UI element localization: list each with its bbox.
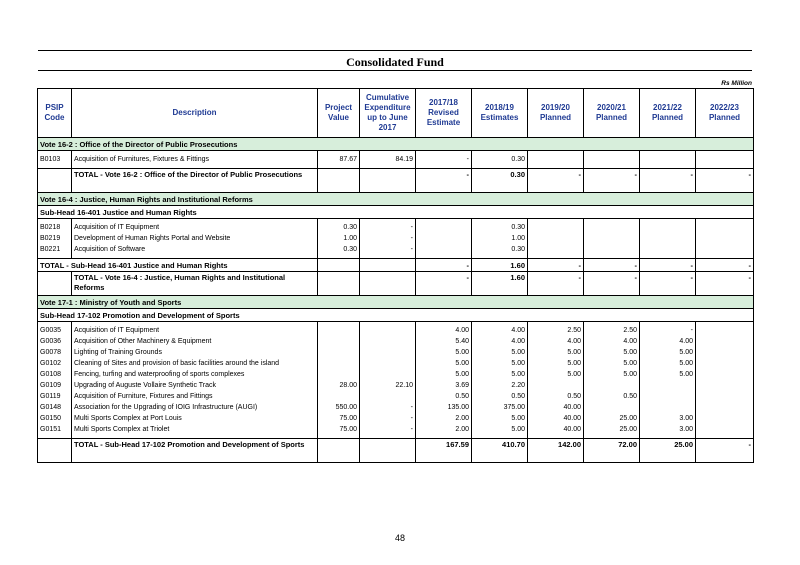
psip-code-cell [38, 169, 72, 193]
value-cell: 3.00 [640, 413, 696, 424]
description-cell: Association for the Upgrading of IOIG Infrastructure (AUGI) [72, 402, 318, 413]
value-cell: 0.30 [318, 219, 360, 234]
value-cell [318, 369, 360, 380]
value-cell: 40.00 [528, 402, 584, 413]
value-cell [584, 219, 640, 234]
title-rule [38, 70, 752, 71]
value-cell: - [360, 244, 416, 259]
value-cell: 0.50 [472, 391, 528, 402]
description-cell: Upgrading of Auguste Vollaire Synthetic Track [72, 380, 318, 391]
top-rule [38, 50, 752, 51]
description-cell: TOTAL - Vote 16-4 : Justice, Human Rights and Institutional Reforms [72, 272, 318, 296]
table-body [38, 138, 754, 463]
value-cell: - [416, 169, 472, 193]
value-cell [528, 380, 584, 391]
value-cell: 25.00 [640, 439, 696, 463]
value-cell: 5.00 [584, 369, 640, 380]
value-cell: - [416, 272, 472, 296]
value-cell: 0.30 [472, 169, 528, 193]
value-cell: 4.00 [472, 322, 528, 337]
value-cell: 1.00 [472, 233, 528, 244]
col-2020-21: 2020/21 Planned [584, 89, 640, 138]
vote-heading-row [38, 296, 754, 309]
value-cell: 167.59 [416, 439, 472, 463]
description-cell: Fencing, turfing and waterproofing of sports complexes [72, 369, 318, 380]
table-row [38, 322, 754, 337]
value-cell: 4.00 [528, 336, 584, 347]
value-cell [584, 233, 640, 244]
value-cell [584, 380, 640, 391]
value-cell: 75.00 [318, 424, 360, 439]
total-description: TOTAL - Sub-Head 16-401 Justice and Human Rights [38, 259, 318, 272]
value-cell: 0.50 [584, 391, 640, 402]
value-cell: 0.30 [472, 151, 528, 169]
value-cell: 5.00 [528, 369, 584, 380]
value-cell: 40.00 [528, 424, 584, 439]
value-cell [528, 219, 584, 234]
value-cell [416, 233, 472, 244]
value-cell: 5.00 [472, 358, 528, 369]
psip-code-cell: G0102 [38, 358, 72, 369]
value-cell: 75.00 [318, 413, 360, 424]
value-cell [696, 369, 754, 380]
units-label: Rs Million [721, 80, 752, 87]
table-row [38, 413, 754, 424]
subhead-heading-row [38, 309, 754, 322]
col-cumulative-expenditure: Cumulative Expenditure up to June 2017 [360, 89, 416, 138]
value-cell [528, 151, 584, 169]
table-row [38, 244, 754, 259]
value-cell: 4.00 [584, 336, 640, 347]
psip-code-cell: G0119 [38, 391, 72, 402]
description-cell: Acquisition of Software [72, 244, 318, 259]
psip-code-cell: G0150 [38, 413, 72, 424]
value-cell: 5.40 [416, 336, 472, 347]
psip-code-cell: G0109 [38, 380, 72, 391]
value-cell: 5.00 [640, 358, 696, 369]
value-cell [696, 347, 754, 358]
value-cell [318, 336, 360, 347]
value-cell: 5.00 [472, 369, 528, 380]
table-row [38, 391, 754, 402]
value-cell: - [584, 272, 640, 296]
total-cell: - [528, 259, 584, 272]
value-cell: 2.20 [472, 380, 528, 391]
value-cell: 5.00 [584, 358, 640, 369]
description-cell: Acquisition of IT Equipment [72, 322, 318, 337]
value-cell: - [640, 272, 696, 296]
value-cell [360, 169, 416, 193]
vote-heading-row [38, 138, 754, 151]
value-cell: 5.00 [528, 358, 584, 369]
value-cell [360, 391, 416, 402]
value-cell [696, 358, 754, 369]
value-cell: - [360, 402, 416, 413]
psip-code-cell [38, 439, 72, 463]
value-cell [696, 322, 754, 337]
value-cell [318, 439, 360, 463]
table-row [38, 347, 754, 358]
value-cell: 2.00 [416, 413, 472, 424]
col-2022-23: 2022/23 Planned [696, 89, 754, 138]
description-cell: Lighting of Training Grounds [72, 347, 318, 358]
col-description: Description [72, 89, 318, 138]
table-row [38, 219, 754, 234]
value-cell: 142.00 [528, 439, 584, 463]
total-row [38, 259, 754, 272]
table-row [38, 402, 754, 413]
subhead-heading: Sub-Head 17-102 Promotion and Development of Sports [38, 309, 754, 322]
psip-code-cell: B0103 [38, 151, 72, 169]
value-cell [318, 358, 360, 369]
value-cell [360, 272, 416, 296]
value-cell: - [360, 219, 416, 234]
psip-code-cell: B0219 [38, 233, 72, 244]
vote-heading: Vote 16-2 : Office of the Director of Public Prosecutions [38, 138, 754, 151]
value-cell: 40.00 [528, 413, 584, 424]
total-cell: - [696, 259, 754, 272]
value-cell [696, 424, 754, 439]
value-cell [640, 244, 696, 259]
value-cell: - [360, 413, 416, 424]
value-cell [696, 380, 754, 391]
page-title: Consolidated Fund [346, 55, 444, 69]
total-cell [318, 259, 360, 272]
value-cell [318, 272, 360, 296]
value-cell: 4.00 [416, 322, 472, 337]
value-cell: - [640, 169, 696, 193]
col-2021-22: 2021/22 Planned [640, 89, 696, 138]
value-cell [360, 358, 416, 369]
value-cell: 0.50 [416, 391, 472, 402]
value-cell: - [528, 272, 584, 296]
value-cell: 550.00 [318, 402, 360, 413]
description-cell: Acquisition of Furniture, Fixtures and Fittings [72, 391, 318, 402]
description-cell: Development of Human Rights Portal and Website [72, 233, 318, 244]
value-cell: - [696, 169, 754, 193]
value-cell [640, 233, 696, 244]
value-cell: 375.00 [472, 402, 528, 413]
vote-heading-row [38, 193, 754, 206]
total-row [38, 169, 754, 193]
value-cell: - [640, 322, 696, 337]
value-cell: - [360, 424, 416, 439]
value-cell: 0.30 [472, 219, 528, 234]
value-cell: 1.60 [472, 272, 528, 296]
value-cell [528, 233, 584, 244]
total-cell: - [640, 259, 696, 272]
value-cell [696, 336, 754, 347]
vote-heading: Vote 17-1 : Ministry of Youth and Sports [38, 296, 754, 309]
value-cell [696, 233, 754, 244]
value-cell: 25.00 [584, 413, 640, 424]
value-cell: 5.00 [416, 369, 472, 380]
value-cell: 5.00 [416, 347, 472, 358]
psip-code-cell [38, 272, 72, 296]
value-cell [696, 391, 754, 402]
col-project-value: Project Value [318, 89, 360, 138]
psip-code-cell: B0221 [38, 244, 72, 259]
value-cell: 1.00 [318, 233, 360, 244]
value-cell [318, 391, 360, 402]
total-cell: 1.60 [472, 259, 528, 272]
value-cell [360, 336, 416, 347]
table-row [38, 336, 754, 347]
value-cell: 25.00 [584, 424, 640, 439]
value-cell: 410.70 [472, 439, 528, 463]
value-cell [584, 244, 640, 259]
value-cell [696, 244, 754, 259]
table-row [38, 380, 754, 391]
value-cell [318, 169, 360, 193]
value-cell: 5.00 [472, 347, 528, 358]
value-cell [696, 151, 754, 169]
value-cell [640, 219, 696, 234]
description-cell: Acquisition of Furnitures, Fixtures & Fittings [72, 151, 318, 169]
description-cell: Acquisition of IT Equipment [72, 219, 318, 234]
col-psip-code: PSIP Code [38, 89, 72, 138]
value-cell: 4.00 [640, 336, 696, 347]
value-cell [360, 322, 416, 337]
value-cell: 5.00 [472, 413, 528, 424]
psip-code-cell: G0148 [38, 402, 72, 413]
description-cell: Multi Sports Complex at Triolet [72, 424, 318, 439]
value-cell: 3.69 [416, 380, 472, 391]
value-cell [696, 219, 754, 234]
page-number: 48 [394, 533, 405, 543]
value-cell [584, 402, 640, 413]
budget-table [37, 88, 754, 463]
value-cell: 5.00 [472, 424, 528, 439]
value-cell: 2.00 [416, 424, 472, 439]
value-cell [640, 151, 696, 169]
value-cell [584, 151, 640, 169]
value-cell [640, 380, 696, 391]
psip-code-cell: B0218 [38, 219, 72, 234]
total-row [38, 272, 754, 296]
col-2018-19: 2018/19 Estimates [472, 89, 528, 138]
value-cell [640, 391, 696, 402]
table-row [38, 369, 754, 380]
subhead-heading: Sub-Head 16-401 Justice and Human Rights [38, 206, 754, 219]
description-cell: Cleaning of Sites and provision of basic facilities around the island [72, 358, 318, 369]
value-cell [318, 347, 360, 358]
description-cell: TOTAL - Vote 16-2 : Office of the Director of Public Prosecutions [72, 169, 318, 193]
value-cell [696, 402, 754, 413]
value-cell [360, 439, 416, 463]
value-cell: 5.00 [584, 347, 640, 358]
value-cell [528, 244, 584, 259]
value-cell: - [696, 272, 754, 296]
psip-code-cell: G0036 [38, 336, 72, 347]
value-cell: - [360, 233, 416, 244]
value-cell [360, 369, 416, 380]
psip-code-cell: G0078 [38, 347, 72, 358]
value-cell: 2.50 [584, 322, 640, 337]
value-cell: - [528, 169, 584, 193]
value-cell: 22.10 [360, 380, 416, 391]
value-cell: - [584, 169, 640, 193]
value-cell: 2.50 [528, 322, 584, 337]
value-cell [416, 219, 472, 234]
psip-code-cell: G0151 [38, 424, 72, 439]
value-cell: 5.00 [528, 347, 584, 358]
psip-code-cell: G0035 [38, 322, 72, 337]
value-cell: 0.50 [528, 391, 584, 402]
table-row [38, 151, 754, 169]
value-cell [696, 413, 754, 424]
value-cell: 87.67 [318, 151, 360, 169]
value-cell: 72.00 [584, 439, 640, 463]
value-cell: 0.30 [318, 244, 360, 259]
value-cell: - [696, 439, 754, 463]
value-cell [416, 244, 472, 259]
value-cell: 0.30 [472, 244, 528, 259]
value-cell: 84.19 [360, 151, 416, 169]
total-cell: - [584, 259, 640, 272]
total-row [38, 439, 754, 463]
value-cell: 28.00 [318, 380, 360, 391]
psip-code-cell: G0108 [38, 369, 72, 380]
description-cell: Acquisition of Other Machinery & Equipment [72, 336, 318, 347]
description-cell: Multi Sports Complex at Port Louis [72, 413, 318, 424]
table-row [38, 233, 754, 244]
table-row [38, 358, 754, 369]
col-2017-18: 2017/18 Revised Estimate [416, 89, 472, 138]
header-row [38, 89, 754, 138]
value-cell [640, 402, 696, 413]
col-2019-20: 2019/20 Planned [528, 89, 584, 138]
description-cell: TOTAL - Sub-Head 17-102 Promotion and Development of Sports [72, 439, 318, 463]
value-cell: 5.00 [416, 358, 472, 369]
value-cell: 135.00 [416, 402, 472, 413]
value-cell: - [416, 151, 472, 169]
table-row [38, 424, 754, 439]
total-cell [360, 259, 416, 272]
value-cell [360, 347, 416, 358]
vote-heading: Vote 16-4 : Justice, Human Rights and Institutional Reforms [38, 193, 754, 206]
value-cell: 5.00 [640, 347, 696, 358]
total-cell: - [416, 259, 472, 272]
subhead-heading-row [38, 206, 754, 219]
value-cell [318, 322, 360, 337]
value-cell: 3.00 [640, 424, 696, 439]
value-cell: 5.00 [640, 369, 696, 380]
value-cell: 4.00 [472, 336, 528, 347]
